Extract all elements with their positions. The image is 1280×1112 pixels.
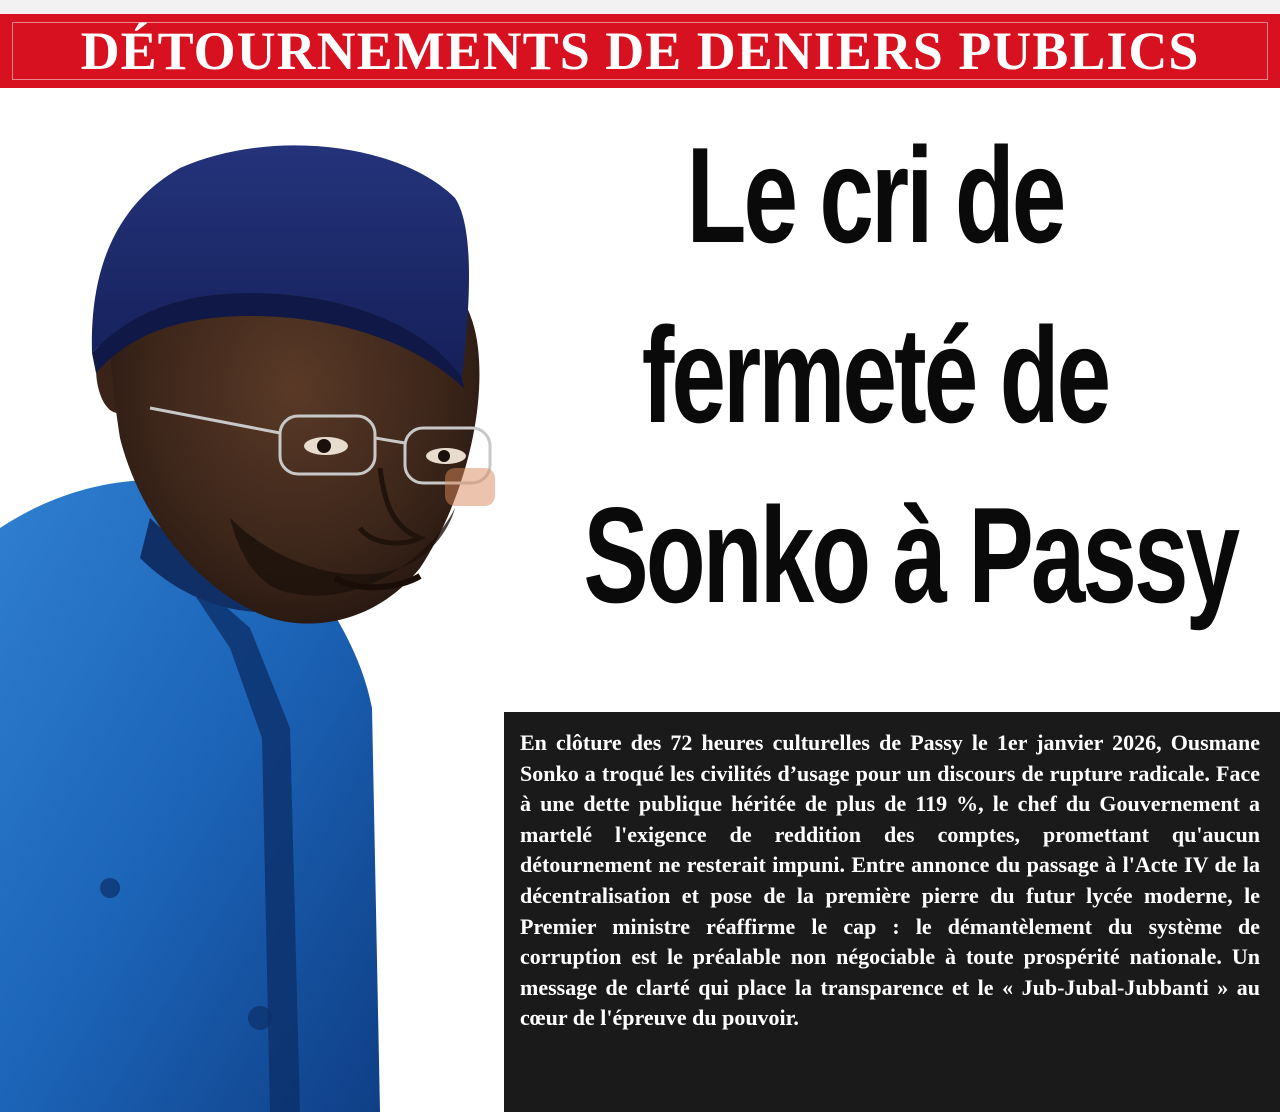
summary-box	[504, 712, 1280, 1112]
section-banner	[0, 14, 1280, 88]
summary-text: En clôture des 72 heures culturelles de Passy le 1er janvier 2026, Ousmane Sonko a troqué les civilités d’usage pour un discours de rupture radicale. Face à une dette publique héritée de plus de 119 %, le chef du Gouvernement a martelé l'exigence de reddition des comptes, promettant qu'aucun détournement ne resterait impuni. Entre annonce du passage à l'Acte IV de la décentralisation et pose de la première pierre du futur lycée moderne, le Premier ministre réaffirme le cap : le démantèlement du système de corruption est le préalable non négociable à toute prospérité nationale. Un message de clarté qui place la transparence et le « Jub-Jubal-Jubbanti » au cœur de l'épreuve du pouvoir.	[520, 730, 1260, 1031]
headline-line-3: Sonko à Passy	[583, 479, 1238, 631]
portrait-photo	[0, 88, 520, 1112]
headline-line-1: Le cri de	[686, 119, 1064, 271]
banner-title: DÉTOURNEMENTS DE DENIERS PUBLICS	[80, 21, 1200, 81]
headline-line-2: fermeté de	[641, 299, 1109, 451]
top-strip	[0, 0, 1280, 14]
headline	[470, 105, 1280, 645]
